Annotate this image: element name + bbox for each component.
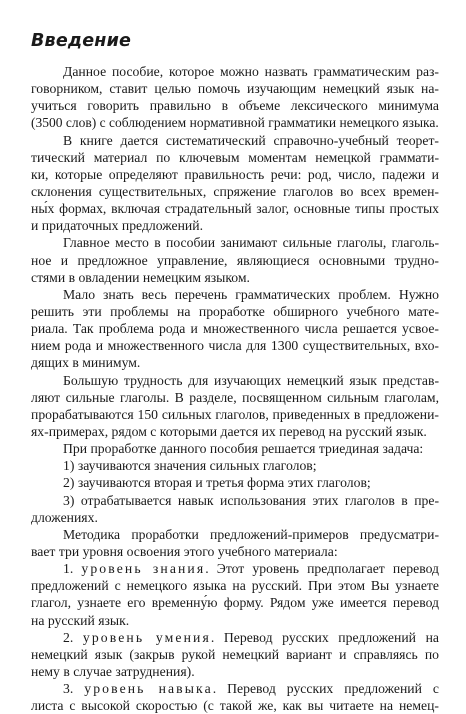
text-line: немецкий язык (закрыв рукой немецкий вариант и справляясь по xyxy=(31,646,439,662)
list-number: 1. xyxy=(63,561,82,577)
text-line: При проработке данного пособия решается триединая задача: xyxy=(63,441,424,457)
document-page xyxy=(31,30,439,714)
text-line: ны́х формах, включая страдательный залог, основные типы простых xyxy=(31,201,439,217)
text-line: В книге дается систематический справочно-учебный теорет- xyxy=(63,132,439,148)
text-line: учиться говорить правильно в объеме лексического минимума xyxy=(31,98,439,114)
text-line: предложений с немецкого языка на русский. При этом Вы узнаете xyxy=(31,578,439,594)
spaced-term: уровень навыка xyxy=(84,681,213,697)
text-line: Главное место в пособии занимают сильные глаголы, глаголь- xyxy=(63,235,439,251)
text-line: ное и предложное управление, являющиеся основными трудно- xyxy=(31,252,439,268)
text-line: Большую трудность для изучающих немецкий язык представ- xyxy=(63,372,439,388)
text-line: склонения существительных, спряжение глаголов во всех времен- xyxy=(31,183,439,199)
text-line: ки, которые определяют правильность речи: род, число, падежи и xyxy=(31,166,439,182)
spaced-term: уровень знания xyxy=(81,561,206,577)
text-line: Данное пособие, которое можно назвать грамматическим раз- xyxy=(63,64,439,79)
spaced-term: уровень умения xyxy=(82,629,211,645)
text-line xyxy=(31,680,439,697)
text-line xyxy=(31,629,439,646)
text-line: Мало знать весь перечень грамматических проблем. Нужно xyxy=(63,286,439,302)
list-number: 2. xyxy=(63,629,83,645)
text-line: 2) заучиваются вторая и третья форма этих глаголов; xyxy=(63,475,371,491)
text-line: листа с высокой скоростью (с такой же, как вы читаете на немец- xyxy=(31,698,439,714)
text-line: риала. Так проблема рода и множественного числа решается усвое- xyxy=(31,321,439,337)
text-line: глагол, узнаете его временну́ю форму. Рядом уже имеется перевод xyxy=(31,595,439,611)
text-line: 1) заучиваются значения сильных глаголов; xyxy=(63,458,317,474)
line-rest: . Этот уровень предполагает перевод xyxy=(205,561,439,577)
text-line: нему в случае затруднения). xyxy=(31,663,195,679)
text-line: дложениях. xyxy=(31,509,98,525)
text-line: на русский язык. xyxy=(31,612,130,628)
text-line: 3) отрабатывается навык использования этих глаголов в пре- xyxy=(63,492,439,508)
text-line: нием рода и множественного числа для 1300 существительных, вхо- xyxy=(31,338,439,354)
text-line: стями в овладении немецким языком. xyxy=(31,269,250,285)
line-rest: . Перевод русских предложений на xyxy=(210,629,439,645)
text-line: тический материал по ключевым моментам немецкой граммати- xyxy=(31,149,439,165)
text-line: решить эти проблемы на проработке обширного учебного мате- xyxy=(31,303,439,319)
line-rest: . Перевод русских предложений с xyxy=(212,681,439,697)
text-line: ляют сильные глаголы. В разделе, посвященном сильным глаголам, xyxy=(31,389,439,405)
text-line: дящих в минимум. xyxy=(31,355,141,371)
text-line: (3500 слов) с соблюдением нормативной грамматики немецкого языка. xyxy=(31,115,439,131)
text-line: прорабатываются 150 сильных глаголов, приведенных в предложени- xyxy=(31,406,439,422)
body-text xyxy=(31,63,439,714)
list-number: 3. xyxy=(63,681,85,697)
text-line: и придаточных предложений. xyxy=(31,218,203,234)
text-line: Методика проработки предложений-примеров предусматри- xyxy=(63,526,439,542)
text-line: говорником, ставит целью помочь изучающим немецкий язык на- xyxy=(31,81,439,97)
text-line: вает три уровня освоения этого учебного материала: xyxy=(31,543,338,559)
text-line xyxy=(31,560,439,577)
text-line: ях-примерах, рядом с которыми дается их перевод на русский язык. xyxy=(31,423,427,439)
section-title: Введение xyxy=(31,31,132,51)
